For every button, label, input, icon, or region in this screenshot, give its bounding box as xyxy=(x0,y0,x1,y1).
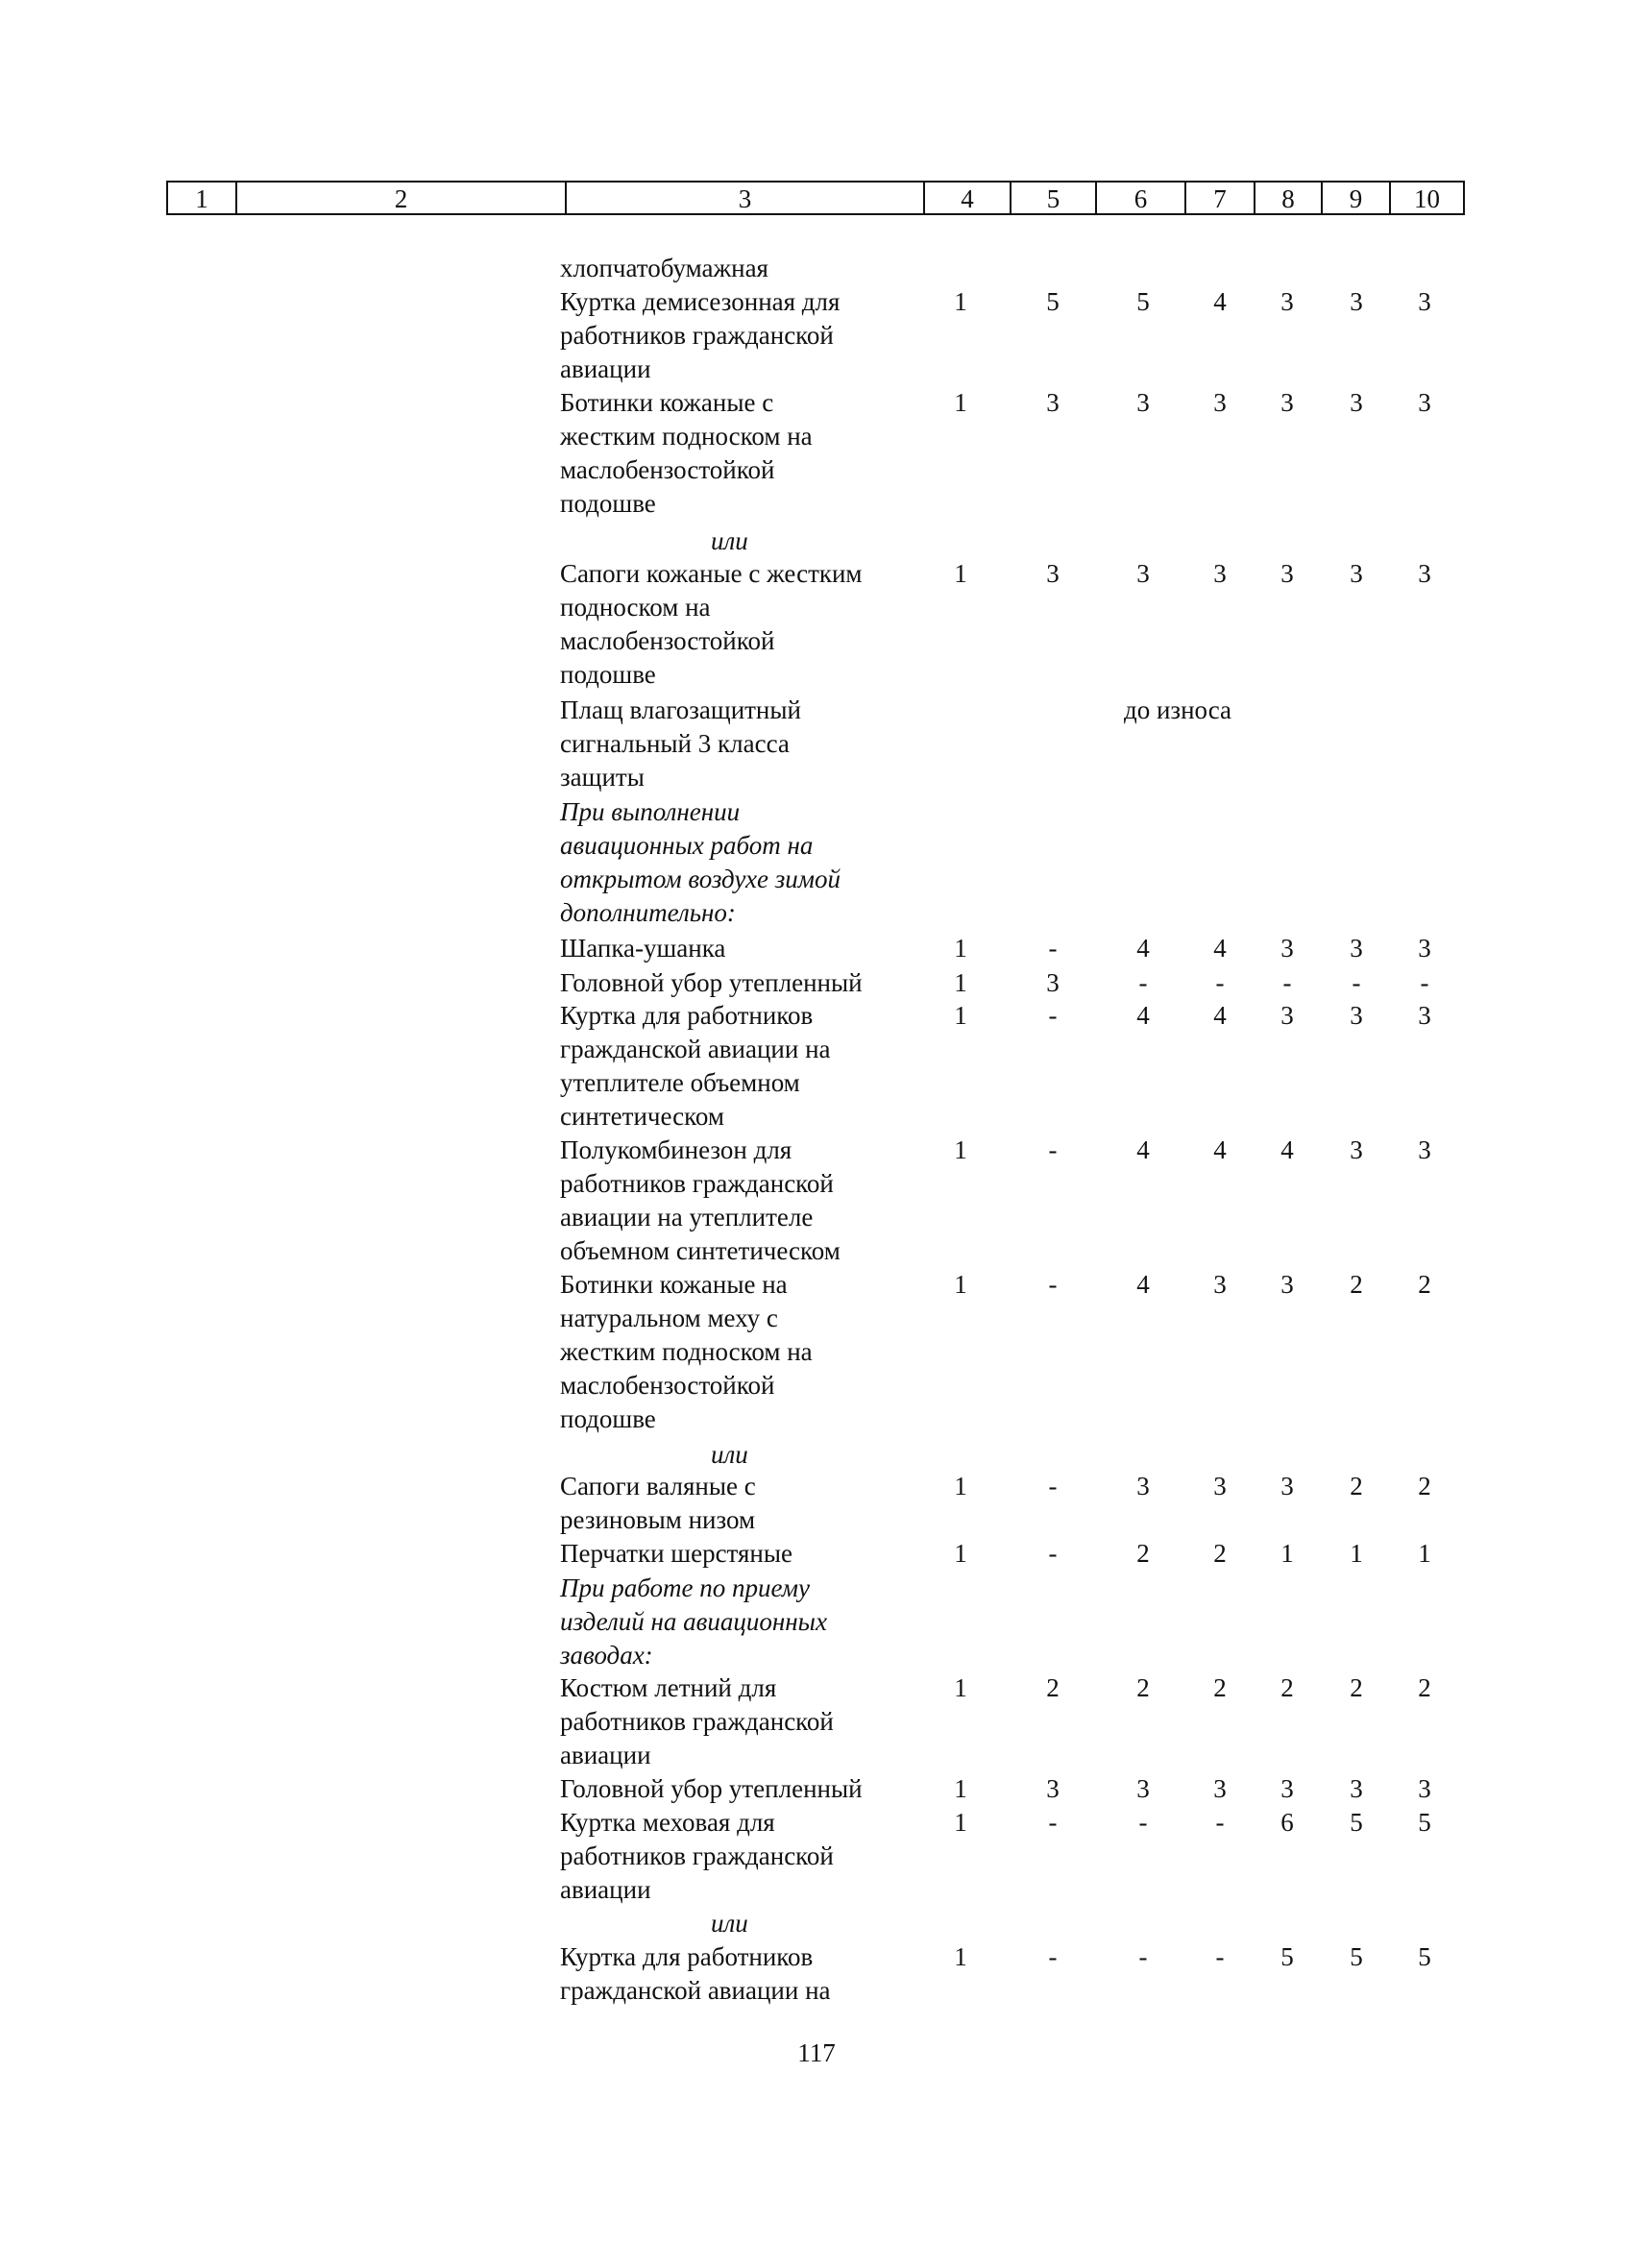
item-name: Куртка демисезонная для работников гражданской авиации xyxy=(560,287,841,383)
value-col-9: 5 xyxy=(1350,1942,1363,1971)
value-col-7: 4 xyxy=(1213,1135,1227,1164)
item-name: Шапка-ушанка xyxy=(560,934,726,963)
value-col-7: 2 xyxy=(1213,1673,1227,1702)
value-col-4: 1 xyxy=(954,388,967,417)
value-col-9: 1 xyxy=(1350,1539,1363,1568)
value-col-5: - xyxy=(1048,934,1058,963)
value-col-7: - xyxy=(1215,1942,1225,1971)
value-col-8: 3 xyxy=(1280,559,1294,588)
value-col-10: 3 xyxy=(1418,287,1431,316)
value-col-9: 2 xyxy=(1350,1270,1363,1299)
value-col-8: - xyxy=(1282,968,1292,997)
value-col-9: 2 xyxy=(1350,1673,1363,1702)
value-col-4: 1 xyxy=(954,934,967,963)
value-col-6: - xyxy=(1138,1942,1148,1971)
value-col-10: 2 xyxy=(1418,1673,1431,1702)
value-col-6: 4 xyxy=(1136,1270,1150,1299)
value-col-5: - xyxy=(1048,1808,1058,1837)
value-col-5: - xyxy=(1048,1942,1058,1971)
value-col-9: 3 xyxy=(1350,1001,1363,1030)
value-col-6: 4 xyxy=(1136,934,1150,963)
value-col-10: 3 xyxy=(1418,1135,1431,1164)
value-col-6: 5 xyxy=(1136,287,1150,316)
value-col-6: 3 xyxy=(1136,559,1150,588)
value-col-9: 2 xyxy=(1350,1472,1363,1500)
alternative-or-label: или xyxy=(711,526,748,555)
value-col-10: 2 xyxy=(1418,1472,1431,1500)
value-col-7: - xyxy=(1215,968,1225,997)
value-col-9: 3 xyxy=(1350,1135,1363,1164)
value-col-8: 3 xyxy=(1280,1270,1294,1299)
value-col-10: 1 xyxy=(1418,1539,1431,1568)
column-number-header xyxy=(166,181,1465,215)
item-name: Головной убор утепленный xyxy=(560,1774,863,1803)
value-col-6: 2 xyxy=(1136,1539,1150,1568)
item-name: Куртка для работников гражданской авиации на утеплителе объемном синтетическом xyxy=(560,1001,831,1131)
item-name: Головной убор утепленный xyxy=(560,968,863,997)
item-name: Плащ влагозащитный сигнальный 3 класса защиты xyxy=(560,695,801,792)
header-col-5: 5 xyxy=(1011,183,1097,213)
value-col-4: 1 xyxy=(954,1942,967,1971)
value-col-10: - xyxy=(1420,968,1429,997)
value-col-7: 4 xyxy=(1213,934,1227,963)
value-col-5: - xyxy=(1048,1539,1058,1568)
value-col-6: 3 xyxy=(1136,388,1150,417)
value-col-8: 4 xyxy=(1280,1135,1294,1164)
page-number: 117 xyxy=(797,2038,836,2067)
value-col-5: - xyxy=(1048,1001,1058,1030)
value-col-5: 3 xyxy=(1046,559,1060,588)
header-col-6: 6 xyxy=(1097,183,1186,213)
value-col-8: 3 xyxy=(1280,1472,1294,1500)
header-col-7: 7 xyxy=(1186,183,1255,213)
value-col-8: 3 xyxy=(1280,934,1294,963)
header-col-9: 9 xyxy=(1323,183,1391,213)
value-col-5: 2 xyxy=(1046,1673,1060,1702)
value-col-7: 3 xyxy=(1213,1270,1227,1299)
value-col-5: - xyxy=(1048,1270,1058,1299)
header-col-3: 3 xyxy=(567,183,925,213)
value-col-6: 3 xyxy=(1136,1774,1150,1803)
value-col-4: 1 xyxy=(954,1673,967,1702)
value-col-5: - xyxy=(1048,1472,1058,1500)
value-col-4: 1 xyxy=(954,559,967,588)
value-col-7: 2 xyxy=(1213,1539,1227,1568)
value-col-10: 3 xyxy=(1418,934,1431,963)
value-col-8: 3 xyxy=(1280,1774,1294,1803)
value-col-10: 3 xyxy=(1418,559,1431,588)
value-col-6: 3 xyxy=(1136,1472,1150,1500)
value-col-5: - xyxy=(1048,1135,1058,1164)
value-col-10: 3 xyxy=(1418,388,1431,417)
value-col-4: 1 xyxy=(954,1808,967,1837)
value-col-4: 1 xyxy=(954,1539,967,1568)
value-col-6: 4 xyxy=(1136,1001,1150,1030)
value-col-5: 3 xyxy=(1046,1774,1060,1803)
item-name: Перчатки шерстяные xyxy=(560,1539,792,1568)
value-col-9: 3 xyxy=(1350,559,1363,588)
value-col-4: 1 xyxy=(954,1472,967,1500)
value-col-4: 1 xyxy=(954,1135,967,1164)
value-col-4: 1 xyxy=(954,1001,967,1030)
span-value-text: до износа xyxy=(1124,695,1232,724)
item-name: хлопчатобумажная xyxy=(560,254,768,282)
value-col-4: 1 xyxy=(954,968,967,997)
value-col-6: 4 xyxy=(1136,1135,1150,1164)
section-note: При выполнении авиационных работ на открытом воздухе зимой дополнительно: xyxy=(560,797,841,927)
value-col-4: 1 xyxy=(954,1774,967,1803)
value-col-7: 4 xyxy=(1213,1001,1227,1030)
item-name: Куртка для работников гражданской авиации на xyxy=(560,1942,831,2005)
value-col-8: 3 xyxy=(1280,287,1294,316)
value-col-8: 5 xyxy=(1280,1942,1294,1971)
value-col-6: - xyxy=(1138,1808,1148,1837)
item-name: Куртка меховая для работников гражданской авиации xyxy=(560,1808,834,1904)
value-col-9: - xyxy=(1352,968,1361,997)
value-col-7: 3 xyxy=(1213,1774,1227,1803)
value-col-6: - xyxy=(1138,968,1148,997)
value-col-10: 5 xyxy=(1418,1942,1431,1971)
header-col-4: 4 xyxy=(925,183,1011,213)
item-name: Ботинки кожаные на натуральном меху с жестким подноском на маслобензостойкой подошве xyxy=(560,1270,813,1433)
value-col-10: 2 xyxy=(1418,1270,1431,1299)
value-col-8: 6 xyxy=(1280,1808,1294,1837)
value-col-9: 3 xyxy=(1350,388,1363,417)
value-col-5: 3 xyxy=(1046,388,1060,417)
header-col-2: 2 xyxy=(237,183,567,213)
header-col-1: 1 xyxy=(168,183,237,213)
value-col-7: - xyxy=(1215,1808,1225,1837)
value-col-8: 1 xyxy=(1280,1539,1294,1568)
value-col-9: 3 xyxy=(1350,1774,1363,1803)
value-col-10: 5 xyxy=(1418,1808,1431,1837)
alternative-or-label: или xyxy=(711,1909,748,1938)
item-name: Костюм летний для работников гражданской авиации xyxy=(560,1673,834,1769)
item-name: Сапоги валяные с резиновым низом xyxy=(560,1472,756,1534)
value-col-8: 3 xyxy=(1280,388,1294,417)
item-name: Ботинки кожаные с жестким подноском на маслобензостойкой подошве xyxy=(560,388,813,518)
value-col-7: 4 xyxy=(1213,287,1227,316)
value-col-5: 3 xyxy=(1046,968,1060,997)
value-col-6: 2 xyxy=(1136,1673,1150,1702)
value-col-7: 3 xyxy=(1213,1472,1227,1500)
value-col-9: 3 xyxy=(1350,287,1363,316)
value-col-8: 3 xyxy=(1280,1001,1294,1030)
value-col-9: 3 xyxy=(1350,934,1363,963)
alternative-or-label: или xyxy=(711,1440,748,1469)
value-col-10: 3 xyxy=(1418,1001,1431,1030)
section-note: При работе по приему изделий на авиационных заводах: xyxy=(560,1573,827,1670)
value-col-4: 1 xyxy=(954,287,967,316)
value-col-7: 3 xyxy=(1213,559,1227,588)
value-col-4: 1 xyxy=(954,1270,967,1299)
value-col-8: 2 xyxy=(1280,1673,1294,1702)
header-col-10: 10 xyxy=(1414,184,1440,213)
value-col-5: 5 xyxy=(1046,287,1060,316)
value-col-10: 3 xyxy=(1418,1774,1431,1803)
value-col-7: 3 xyxy=(1213,388,1227,417)
item-name: Полукомбинезон для работников гражданской авиации на утеплителе объемном синтетическом xyxy=(560,1135,841,1265)
item-name: Сапоги кожаные с жестким подноском на маслобензостойкой подошве xyxy=(560,559,863,689)
header-col-8: 8 xyxy=(1255,183,1323,213)
value-col-9: 5 xyxy=(1350,1808,1363,1837)
